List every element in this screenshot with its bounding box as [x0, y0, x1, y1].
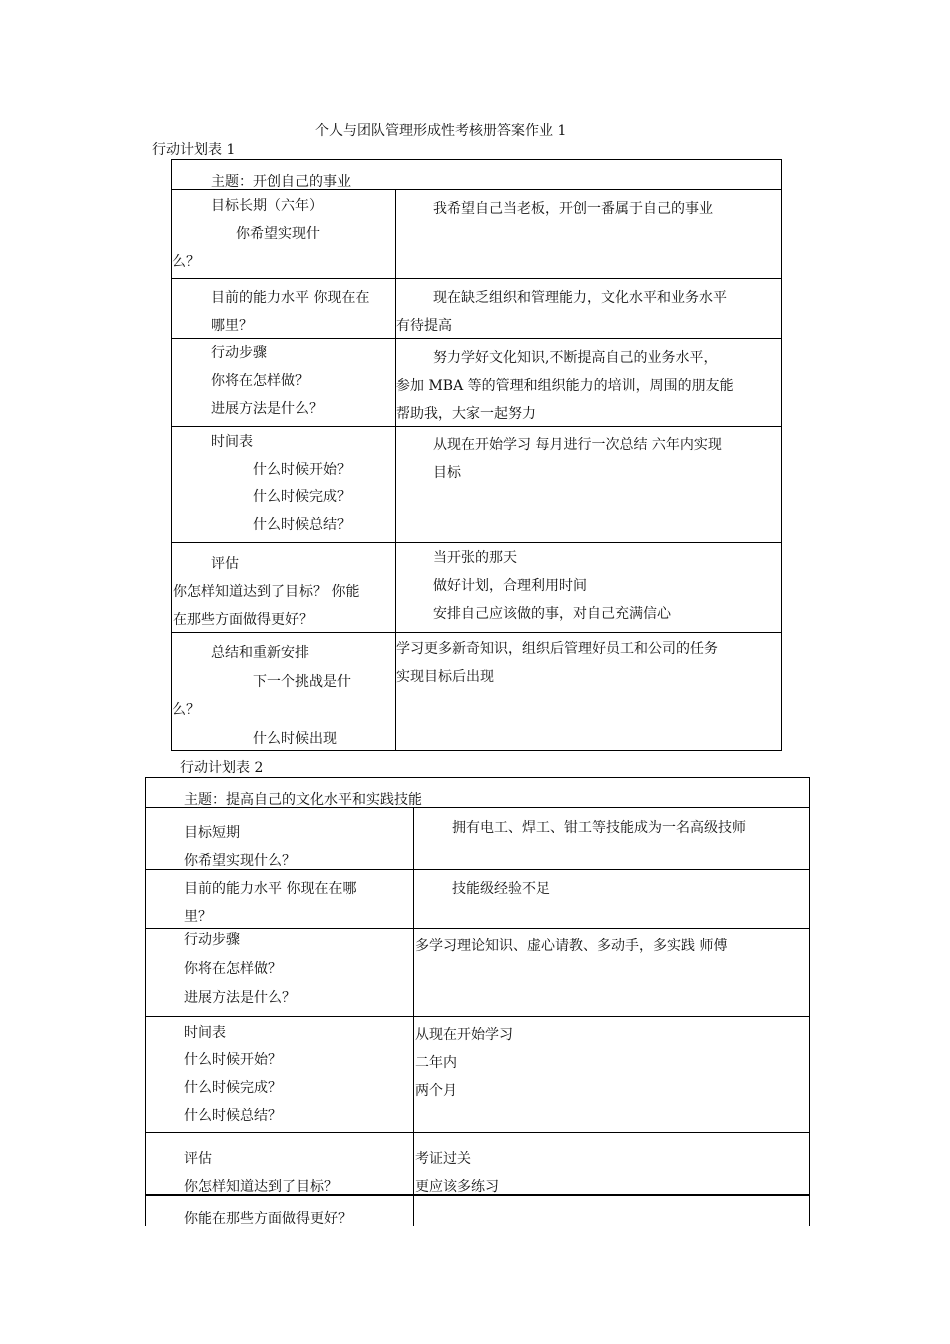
t1-ability-q1: 目前的能力水平 你现在在 — [211, 290, 370, 306]
t1-goal-q3: 么？ — [172, 254, 200, 270]
table1-row-divider — [171, 426, 782, 427]
t1-time-q4: 什么时候总结？ — [253, 517, 351, 533]
t2-steps-q1: 行动步骤 — [184, 932, 240, 948]
t1-steps-answer-3: 帮助我，大家一起努力 — [396, 406, 536, 422]
t2-eval-q2: 你怎样知道达到了目标？ — [184, 1179, 338, 1195]
t2-goal-answer: 拥有电工、焊工、钳工等技能成为一名高级技师 — [452, 820, 746, 836]
t1-eval-answer-3: 安排自己应该做的事，对自己充满信心 — [433, 606, 671, 622]
t2-steps-answer: 多学习理论知识、虚心请教、多动手，多实践 师傅 — [415, 938, 728, 954]
t2-time-answer-1: 从现在开始学习 — [415, 1027, 513, 1043]
t2-goal-q2: 你希望实现什么？ — [184, 853, 296, 869]
table2-col-divider — [413, 807, 414, 1226]
page-title: 个人与团队管理形成性考核册答案作业 1 — [315, 123, 567, 139]
t2-eval-answer-2: 更应该多练习 — [415, 1179, 499, 1195]
t2-ability-q1: 目前的能力水平 你现在在哪 — [184, 881, 357, 897]
table1-row-divider — [171, 632, 782, 633]
t1-goal-q1: 目标长期（六年） — [211, 198, 323, 214]
table2-row-divider — [145, 1016, 810, 1017]
t2-eval-q1: 评估 — [184, 1151, 212, 1167]
t1-steps-q1: 行动步骤 — [211, 345, 267, 361]
table2-left-border — [145, 777, 146, 1226]
t1-eval-q1: 评估 — [211, 556, 239, 572]
table1-row-divider — [171, 278, 782, 279]
t1-eval-q3: 在那些方面做得更好？ — [173, 612, 313, 628]
table1-border — [171, 159, 782, 751]
t2-time-q3: 什么时候完成？ — [184, 1080, 282, 1096]
t1-ability-answer-1: 现在缺乏组织和管理能力，文化水平和业务水平 — [433, 290, 727, 306]
t2-goal-q1: 目标短期 — [184, 825, 240, 841]
t1-summary-q1: 总结和重新安排 — [211, 645, 309, 661]
t1-ability-q2: 哪里？ — [211, 318, 253, 334]
t1-goal-answer: 我希望自己当老板，开创一番属于自己的事业 — [433, 201, 713, 217]
t1-steps-q3: 进展方法是什么？ — [211, 401, 323, 417]
t2-steps-q3: 进展方法是什么？ — [184, 990, 296, 1006]
t1-steps-q2: 你将在怎样做？ — [211, 373, 309, 389]
t1-time-q3: 什么时候完成？ — [253, 489, 351, 505]
t1-time-q2: 什么时候开始？ — [253, 462, 351, 478]
t1-eval-q2: 你怎样知道达到了目标？ 你能 — [173, 584, 360, 600]
t2-time-answer-2: 二年内 — [415, 1055, 457, 1071]
t1-time-q1: 时间表 — [211, 434, 253, 450]
table2-topic: 主题：提高自己的文化水平和实践技能 — [184, 792, 422, 808]
t2-eval-q3: 你能在那些方面做得更好？ — [184, 1211, 352, 1227]
table1-row-divider — [171, 542, 782, 543]
table1-label: 行动计划表 1 — [152, 142, 236, 158]
t1-ability-answer-2: 有待提高 — [396, 318, 452, 334]
t2-steps-q2: 你将在怎样做？ — [184, 961, 282, 977]
table1-row-divider — [171, 338, 782, 339]
t2-time-q4: 什么时候总结？ — [184, 1108, 282, 1124]
t1-summary-q2: 下一个挑战是什 — [253, 674, 351, 690]
table2-label: 行动计划表 2 — [180, 760, 264, 776]
t2-time-answer-3: 两个月 — [415, 1083, 457, 1099]
table2-top-border — [145, 777, 810, 778]
t1-goal-q2: 你希望实现什 — [236, 226, 320, 242]
t1-summary-q3: 么？ — [172, 702, 200, 718]
table2-row-divider — [145, 928, 810, 929]
t1-summary-answer-1: 学习更多新奇知识，组织后管理好员工和公司的任务 — [396, 641, 718, 657]
t1-summary-answer-2: 实现目标后出现 — [396, 669, 494, 685]
t1-eval-answer-1: 当开张的那天 — [433, 550, 517, 566]
t1-steps-answer-1: 努力学好文化知识,不断提高自己的业务水平， — [433, 350, 718, 366]
table2-row-divider — [145, 1132, 810, 1133]
t1-summary-q4: 什么时候出现 — [253, 731, 337, 747]
t1-steps-answer-2: 参加 MBA 等的管理和组织能力的培训，周围的朋友能 — [396, 378, 734, 394]
t2-time-q2: 什么时候开始？ — [184, 1052, 282, 1068]
table2-right-border — [809, 777, 810, 1226]
table1-col-divider — [395, 189, 396, 751]
t2-time-q1: 时间表 — [184, 1025, 226, 1041]
t1-time-answer-2: 目标 — [433, 465, 461, 481]
t2-ability-answer: 技能级经验不足 — [452, 881, 550, 897]
t2-eval-answer-1: 考证过关 — [415, 1151, 471, 1167]
t1-eval-answer-2: 做好计划，合理利用时间 — [433, 578, 587, 594]
t2-ability-q2: 里？ — [184, 909, 212, 925]
table1-topic: 主题：开创自己的事业 — [211, 174, 351, 190]
t1-time-answer-1: 从现在开始学习 每月进行一次总结 六年内实现 — [433, 437, 722, 453]
